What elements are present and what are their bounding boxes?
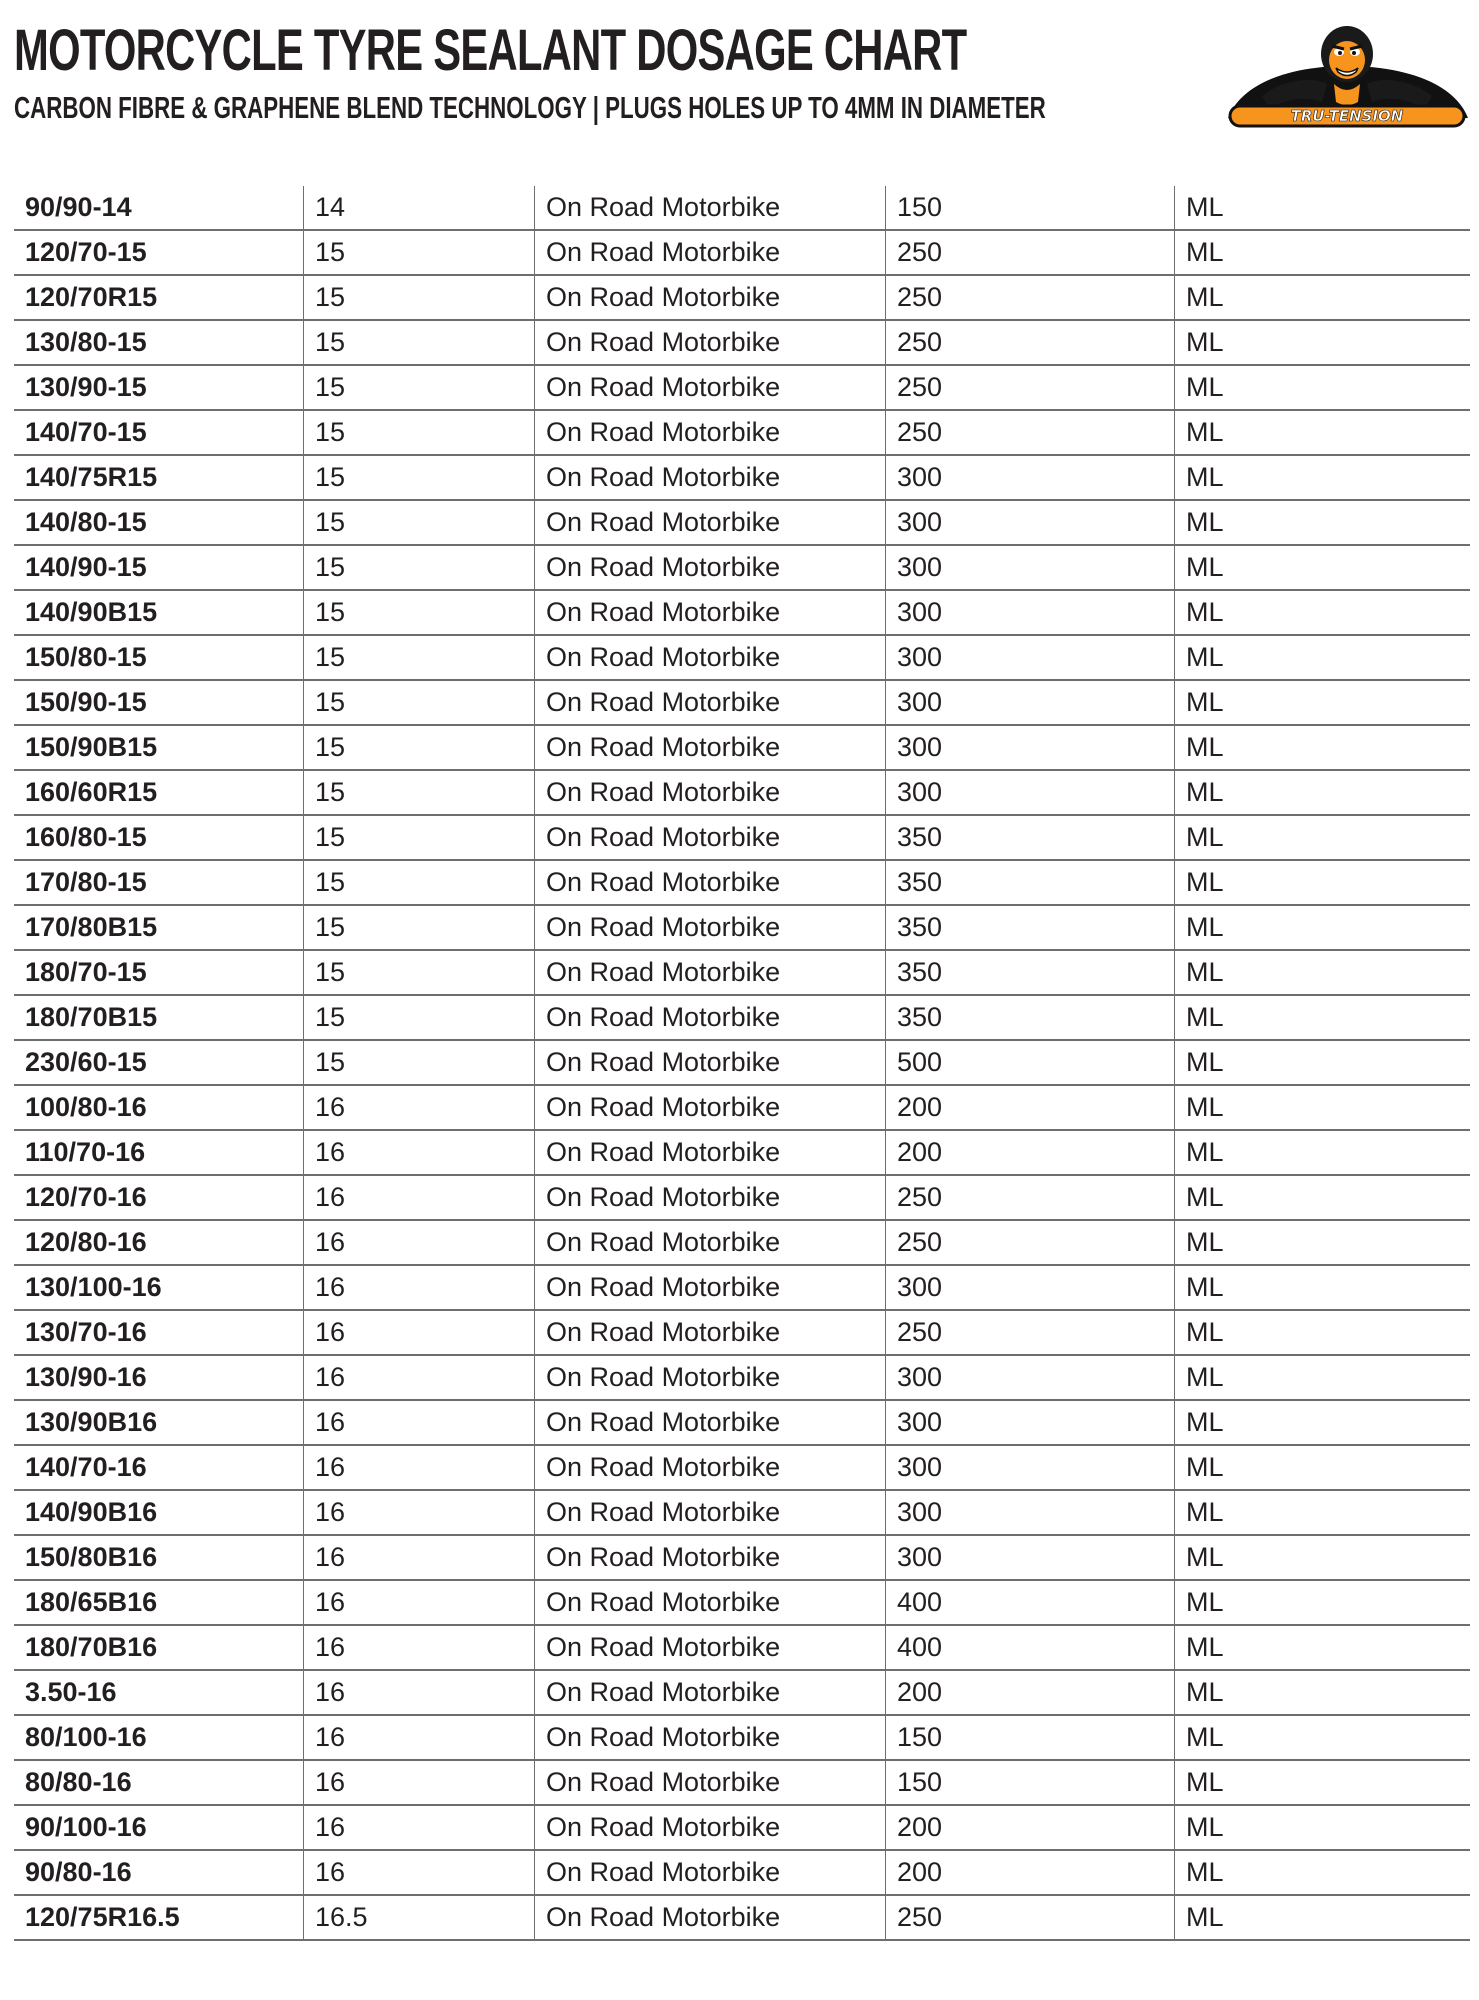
dosage-cell: 200 [886, 1851, 1175, 1894]
vehicle-type-cell: On Road Motorbike [535, 1086, 886, 1129]
table-row [14, 681, 1470, 726]
dosage-cell: 300 [886, 591, 1175, 634]
rim-size-cell: 15 [304, 231, 535, 274]
vehicle-type-cell: On Road Motorbike [535, 1446, 886, 1489]
tyre-size-cell: 120/75R16.5 [14, 1896, 304, 1939]
vehicle-type-cell: On Road Motorbike [535, 591, 886, 634]
unit-cell: ML [1186, 1632, 1224, 1662]
table-row [14, 906, 1470, 951]
unit-cell: ML [1186, 1902, 1224, 1932]
vehicle-type-cell: On Road Motorbike [535, 1536, 886, 1579]
tyre-size-cell: 230/60-15 [14, 1041, 304, 1084]
vehicle-type-cell: On Road Motorbike [535, 906, 886, 949]
vehicle-type-cell: On Road Motorbike [535, 816, 886, 859]
rim-size-cell: 16 [304, 1266, 535, 1309]
vehicle-type-cell: On Road Motorbike [535, 681, 886, 724]
rim-size-cell: 14 [304, 186, 535, 229]
vehicle-type-cell: On Road Motorbike [535, 1311, 886, 1354]
rim-size-cell: 15 [304, 321, 535, 364]
rim-size-cell: 16 [304, 1626, 535, 1669]
unit-cell: ML [1186, 1002, 1224, 1032]
rim-size-cell: 15 [304, 996, 535, 1039]
unit-cell: ML [1186, 1182, 1224, 1212]
tyre-size-cell: 180/65B16 [14, 1581, 304, 1624]
rim-size-cell: 16 [304, 1581, 535, 1624]
tyre-size-cell: 150/90B15 [14, 726, 304, 769]
unit-cell: ML [1186, 462, 1224, 492]
dosage-table [14, 186, 1470, 1941]
table-row [14, 456, 1470, 501]
unit-cell: ML [1186, 1137, 1224, 1167]
table-row [14, 771, 1470, 816]
unit-cell: ML [1186, 507, 1224, 537]
dosage-cell: 300 [886, 681, 1175, 724]
table-row [14, 1356, 1470, 1401]
rim-size-cell: 16 [304, 1491, 535, 1534]
unit-cell: ML [1186, 1452, 1224, 1482]
dosage-cell: 300 [886, 1356, 1175, 1399]
table-row [14, 1806, 1470, 1851]
vehicle-type-cell: On Road Motorbike [535, 1401, 886, 1444]
dosage-cell: 350 [886, 861, 1175, 904]
vehicle-type-cell: On Road Motorbike [535, 276, 886, 319]
tyre-size-cell: 130/90-15 [14, 366, 304, 409]
dosage-cell: 400 [886, 1581, 1175, 1624]
unit-cell: ML [1186, 552, 1224, 582]
table-row [14, 1851, 1470, 1896]
tyre-size-cell: 180/70-15 [14, 951, 304, 994]
dosage-cell: 300 [886, 1536, 1175, 1579]
tyre-size-cell: 160/80-15 [14, 816, 304, 859]
rim-size-cell: 15 [304, 591, 535, 634]
tyre-size-cell: 120/70-16 [14, 1176, 304, 1219]
dosage-cell: 250 [886, 411, 1175, 454]
unit-cell: ML [1186, 822, 1224, 852]
dosage-cell: 250 [886, 1896, 1175, 1939]
gorilla-mascot-icon [1222, 22, 1472, 138]
rim-size-cell: 15 [304, 546, 535, 589]
tyre-size-cell: 130/90-16 [14, 1356, 304, 1399]
rim-size-cell: 15 [304, 816, 535, 859]
unit-cell: ML [1186, 1767, 1224, 1797]
rim-size-cell: 16 [304, 1851, 535, 1894]
tyre-size-cell: 140/80-15 [14, 501, 304, 544]
vehicle-type-cell: On Road Motorbike [535, 321, 886, 364]
vehicle-type-cell: On Road Motorbike [535, 951, 886, 994]
tyre-size-cell: 130/100-16 [14, 1266, 304, 1309]
rim-size-cell: 15 [304, 771, 535, 814]
unit-cell: ML [1186, 327, 1224, 357]
rim-size-cell: 16 [304, 1176, 535, 1219]
table-row [14, 1266, 1470, 1311]
dosage-cell: 500 [886, 1041, 1175, 1084]
unit-cell: ML [1186, 1092, 1224, 1122]
dosage-cell: 300 [886, 1401, 1175, 1444]
vehicle-type-cell: On Road Motorbike [535, 231, 886, 274]
unit-cell: ML [1186, 867, 1224, 897]
unit-cell: ML [1186, 1227, 1224, 1257]
table-row [14, 1311, 1470, 1356]
vehicle-type-cell: On Road Motorbike [535, 1491, 886, 1534]
table-row [14, 1491, 1470, 1536]
table-row [14, 591, 1470, 636]
rim-size-cell: 16 [304, 1716, 535, 1759]
table-row [14, 1221, 1470, 1266]
dosage-cell: 300 [886, 501, 1175, 544]
unit-cell: ML [1186, 957, 1224, 987]
dosage-cell: 300 [886, 1491, 1175, 1534]
vehicle-type-cell: On Road Motorbike [535, 366, 886, 409]
table-row [14, 1716, 1470, 1761]
rim-size-cell: 16 [304, 1446, 535, 1489]
rim-size-cell: 15 [304, 456, 535, 499]
unit-cell: ML [1186, 1812, 1224, 1842]
tyre-size-cell: 80/80-16 [14, 1761, 304, 1804]
unit-cell: ML [1186, 777, 1224, 807]
table-row [14, 726, 1470, 771]
tyre-size-cell: 140/90B16 [14, 1491, 304, 1534]
rim-size-cell: 16 [304, 1761, 535, 1804]
tyre-size-cell: 100/80-16 [14, 1086, 304, 1129]
tyre-size-cell: 120/70-15 [14, 231, 304, 274]
table-row [14, 231, 1470, 276]
table-row [14, 816, 1470, 861]
dosage-cell: 200 [886, 1806, 1175, 1849]
table-row [14, 1446, 1470, 1491]
vehicle-type-cell: On Road Motorbike [535, 1131, 886, 1174]
unit-cell: ML [1186, 912, 1224, 942]
unit-cell: ML [1186, 732, 1224, 762]
dosage-cell: 250 [886, 366, 1175, 409]
unit-cell: ML [1186, 1317, 1224, 1347]
table-row [14, 1176, 1470, 1221]
rim-size-cell: 16 [304, 1671, 535, 1714]
dosage-cell: 200 [886, 1086, 1175, 1129]
rim-size-cell: 16 [304, 1806, 535, 1849]
table-row [14, 366, 1470, 411]
table-row [14, 951, 1470, 996]
table-row [14, 996, 1470, 1041]
vehicle-type-cell: On Road Motorbike [535, 1626, 886, 1669]
vehicle-type-cell: On Road Motorbike [535, 1806, 886, 1849]
dosage-cell: 250 [886, 231, 1175, 274]
table-row [14, 1401, 1470, 1446]
unit-cell: ML [1186, 1722, 1224, 1752]
dosage-cell: 400 [886, 1626, 1175, 1669]
tyre-size-cell: 140/75R15 [14, 456, 304, 499]
dosage-cell: 350 [886, 816, 1175, 859]
dosage-cell: 150 [886, 1716, 1175, 1759]
vehicle-type-cell: On Road Motorbike [535, 1851, 886, 1894]
vehicle-type-cell: On Road Motorbike [535, 411, 886, 454]
unit-cell: ML [1186, 1587, 1224, 1617]
unit-cell: ML [1186, 1272, 1224, 1302]
dosage-cell: 250 [886, 276, 1175, 319]
unit-cell: ML [1186, 1677, 1224, 1707]
table-row [14, 186, 1470, 231]
unit-cell: ML [1186, 372, 1224, 402]
tyre-size-cell: 180/70B15 [14, 996, 304, 1039]
vehicle-type-cell: On Road Motorbike [535, 1671, 886, 1714]
tyre-size-cell: 140/90B15 [14, 591, 304, 634]
rim-size-cell: 16 [304, 1356, 535, 1399]
rim-size-cell: 15 [304, 951, 535, 994]
vehicle-type-cell: On Road Motorbike [535, 771, 886, 814]
vehicle-type-cell: On Road Motorbike [535, 1041, 886, 1084]
table-row [14, 861, 1470, 906]
vehicle-type-cell: On Road Motorbike [535, 1581, 886, 1624]
rim-size-cell: 16 [304, 1086, 535, 1129]
rim-size-cell: 15 [304, 636, 535, 679]
tyre-size-cell: 90/80-16 [14, 1851, 304, 1894]
table-row [14, 546, 1470, 591]
tyre-size-cell: 3.50-16 [14, 1671, 304, 1714]
unit-cell: ML [1186, 1497, 1224, 1527]
vehicle-type-cell: On Road Motorbike [535, 1221, 886, 1264]
unit-cell: ML [1186, 192, 1224, 222]
table-row [14, 1536, 1470, 1581]
vehicle-type-cell: On Road Motorbike [535, 996, 886, 1039]
table-row [14, 1041, 1470, 1086]
vehicle-type-cell: On Road Motorbike [535, 636, 886, 679]
dosage-cell: 150 [886, 1761, 1175, 1804]
rim-size-cell: 15 [304, 366, 535, 409]
table-row [14, 276, 1470, 321]
dosage-cell: 350 [886, 906, 1175, 949]
vehicle-type-cell: On Road Motorbike [535, 546, 886, 589]
table-row [14, 1086, 1470, 1131]
dosage-cell: 200 [886, 1671, 1175, 1714]
tyre-size-cell: 110/70-16 [14, 1131, 304, 1174]
table-row [14, 321, 1470, 366]
unit-cell: ML [1186, 237, 1224, 267]
dosage-cell: 250 [886, 1221, 1175, 1264]
vehicle-type-cell: On Road Motorbike [535, 456, 886, 499]
unit-cell: ML [1186, 642, 1224, 672]
tyre-size-cell: 130/80-15 [14, 321, 304, 364]
dosage-cell: 300 [886, 771, 1175, 814]
vehicle-type-cell: On Road Motorbike [535, 1176, 886, 1219]
tyre-size-cell: 140/70-15 [14, 411, 304, 454]
table-row [14, 1626, 1470, 1671]
tyre-size-cell: 130/70-16 [14, 1311, 304, 1354]
unit-cell: ML [1186, 597, 1224, 627]
vehicle-type-cell: On Road Motorbike [535, 1761, 886, 1804]
unit-cell: ML [1186, 1362, 1224, 1392]
dosage-cell: 250 [886, 1311, 1175, 1354]
rim-size-cell: 16 [304, 1401, 535, 1444]
dosage-cell: 350 [886, 951, 1175, 994]
tyre-size-cell: 170/80-15 [14, 861, 304, 904]
table-row [14, 411, 1470, 456]
dosage-cell: 300 [886, 726, 1175, 769]
vehicle-type-cell: On Road Motorbike [535, 1356, 886, 1399]
tyre-size-cell: 150/90-15 [14, 681, 304, 724]
tyre-size-cell: 150/80B16 [14, 1536, 304, 1579]
rim-size-cell: 15 [304, 726, 535, 769]
rim-size-cell: 15 [304, 1041, 535, 1084]
unit-cell: ML [1186, 1857, 1224, 1887]
vehicle-type-cell: On Road Motorbike [535, 186, 886, 229]
table-row [14, 636, 1470, 681]
unit-cell: ML [1186, 417, 1224, 447]
unit-cell: ML [1186, 687, 1224, 717]
rim-size-cell: 16 [304, 1131, 535, 1174]
rim-size-cell: 15 [304, 411, 535, 454]
tyre-size-cell: 120/70R15 [14, 276, 304, 319]
dosage-cell: 300 [886, 636, 1175, 679]
rim-size-cell: 15 [304, 861, 535, 904]
rim-size-cell: 16.5 [304, 1896, 535, 1939]
tyre-size-cell: 150/80-15 [14, 636, 304, 679]
rim-size-cell: 15 [304, 501, 535, 544]
tyre-size-cell: 90/90-14 [14, 186, 304, 229]
tyre-size-cell: 130/90B16 [14, 1401, 304, 1444]
vehicle-type-cell: On Road Motorbike [535, 501, 886, 544]
unit-cell: ML [1186, 1542, 1224, 1572]
tyre-size-cell: 160/60R15 [14, 771, 304, 814]
dosage-cell: 300 [886, 456, 1175, 499]
table-row [14, 1131, 1470, 1176]
dosage-cell: 250 [886, 1176, 1175, 1219]
unit-cell: ML [1186, 1407, 1224, 1437]
dosage-cell: 300 [886, 1266, 1175, 1309]
vehicle-type-cell: On Road Motorbike [535, 1716, 886, 1759]
vehicle-type-cell: On Road Motorbike [535, 1266, 886, 1309]
tru-tension-logo [1222, 22, 1472, 138]
tyre-size-cell: 120/80-16 [14, 1221, 304, 1264]
tyre-size-cell: 140/70-16 [14, 1446, 304, 1489]
table-row [14, 1896, 1470, 1941]
rim-size-cell: 16 [304, 1221, 535, 1264]
table-row [14, 501, 1470, 546]
unit-cell: ML [1186, 1047, 1224, 1077]
dosage-cell: 350 [886, 996, 1175, 1039]
vehicle-type-cell: On Road Motorbike [535, 861, 886, 904]
page-title: MOTORCYCLE TYRE SEALANT DOSAGE CHART [14, 18, 967, 83]
dosage-cell: 150 [886, 186, 1175, 229]
table-row [14, 1581, 1470, 1626]
rim-size-cell: 16 [304, 1311, 535, 1354]
vehicle-type-cell: On Road Motorbike [535, 1896, 886, 1939]
rim-size-cell: 15 [304, 681, 535, 724]
page-subtitle: CARBON FIBRE & GRAPHENE BLEND TECHNOLOGY | PLUGS HOLES UP TO 4MM IN DIAMETER [14, 90, 1046, 125]
rim-size-cell: 15 [304, 906, 535, 949]
dosage-cell: 300 [886, 1446, 1175, 1489]
tyre-size-cell: 180/70B16 [14, 1626, 304, 1669]
unit-cell: ML [1186, 282, 1224, 312]
tyre-size-cell: 90/100-16 [14, 1806, 304, 1849]
dosage-cell: 250 [886, 321, 1175, 364]
rim-size-cell: 16 [304, 1536, 535, 1579]
tyre-size-cell: 80/100-16 [14, 1716, 304, 1759]
dosage-cell: 200 [886, 1131, 1175, 1174]
rim-size-cell: 15 [304, 276, 535, 319]
table-row [14, 1671, 1470, 1716]
logo-text: TRU-TENSION [1290, 107, 1404, 125]
vehicle-type-cell: On Road Motorbike [535, 726, 886, 769]
tyre-size-cell: 170/80B15 [14, 906, 304, 949]
table-row [14, 1761, 1470, 1806]
dosage-cell: 300 [886, 546, 1175, 589]
tyre-size-cell: 140/90-15 [14, 546, 304, 589]
